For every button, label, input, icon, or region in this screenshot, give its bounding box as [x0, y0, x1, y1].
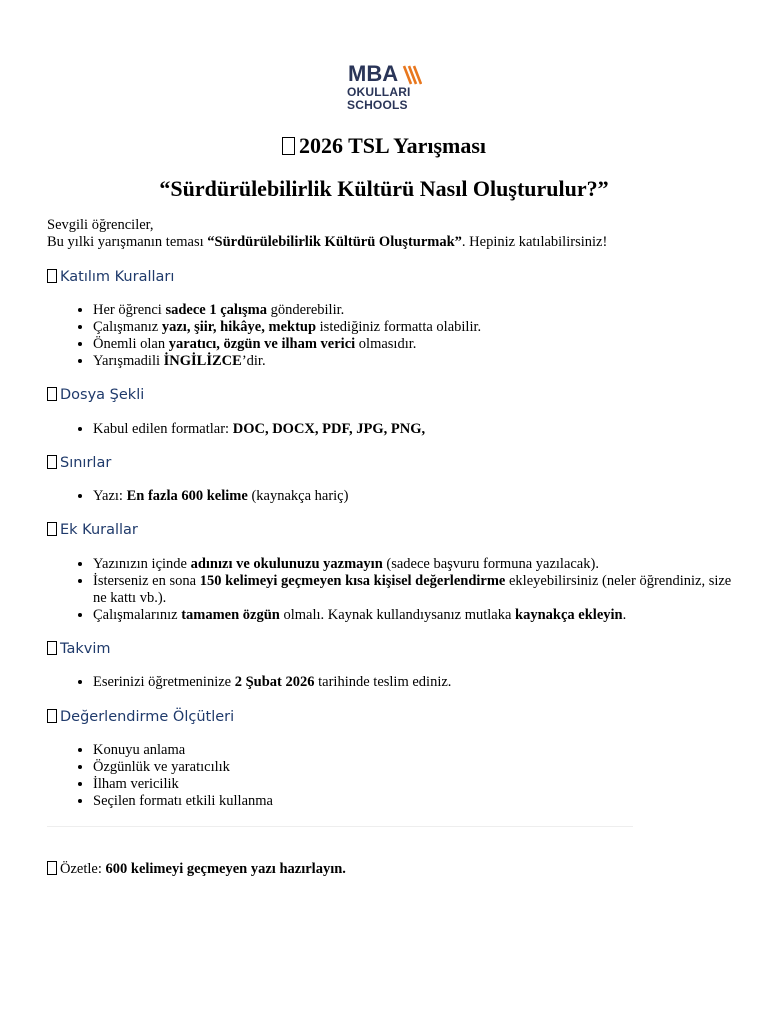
- summary-line: [47, 861, 346, 878]
- list-item: • Yazı: En fazla 600 kelime (kaynakça hariç): [93, 488, 733, 505]
- list-item: • Seçilen formatı etkili kullanma: [93, 793, 733, 810]
- section-heading-takvim-text: Takvim: [60, 641, 111, 657]
- section-heading-takvim: [47, 640, 110, 658]
- intro-theme-bold: “Sürdürülebilirlik Kültürü Oluşturmak”: [207, 234, 462, 250]
- calendar-icon: [47, 641, 57, 655]
- list-degerlendirme: [47, 742, 733, 810]
- evaluation-icon: [47, 709, 57, 723]
- list-dosya: [47, 421, 733, 438]
- section-heading-dosya-text: Dosya Şekli: [60, 387, 145, 403]
- intro-theme-line: [47, 234, 607, 251]
- list-katilim: [47, 302, 733, 370]
- limits-icon: [47, 455, 57, 469]
- list-ek: [47, 556, 733, 624]
- rules-icon: [47, 269, 57, 283]
- section-heading-katilim: [47, 268, 174, 286]
- list-takvim: [47, 674, 733, 691]
- trophy-icon: [282, 137, 295, 155]
- list-item: • İsterseniz en sona 150 kelimeyi geçmeyen kısa kişisel değerlendirme ekleyebilirsiniz (neler öğrendiniz, size ne kattı vb.).: [93, 573, 733, 607]
- intro-paragraph: [47, 217, 607, 251]
- section-heading-sinirlar-text: Sınırlar: [60, 455, 112, 471]
- intro-theme-pre: Bu yılki yarışmanın teması: [47, 234, 208, 250]
- page-title: [0, 133, 768, 159]
- list-sinirlar: [47, 488, 733, 505]
- list-item: • Kabul edilen formatlar: DOC, DOCX, PDF, JPG, PNG,: [93, 421, 733, 438]
- logo-mba-text: MBA: [348, 61, 399, 86]
- list-item: • Çalışmalarınız tamamen özgün olmalı. Kaynak kullandıysanız mutlaka kaynakça ekleyin.: [93, 607, 733, 624]
- mba-logo: [346, 62, 426, 114]
- pin-icon: [47, 861, 57, 875]
- section-heading-ek: [47, 521, 138, 539]
- list-item: • Önemli olan yaratıcı, özgün ve ilham verici olmasıdır.: [93, 336, 733, 353]
- logo-slashes-icon: [402, 65, 422, 85]
- list-item: • Konuyu anlama: [93, 742, 733, 759]
- section-heading-dosya: [47, 386, 144, 404]
- intro-greeting: Sevgili öğrenciler,: [47, 217, 154, 233]
- logo-okullari-text: OKULLARI: [347, 85, 411, 99]
- section-heading-degerlendirme-text: Değerlendirme Ölçütleri: [60, 709, 235, 725]
- summary-pre: Özetle:: [60, 861, 106, 877]
- list-item: • Her öğrenci sadece 1 çalışma gönderebilir.: [93, 302, 733, 319]
- list-item: • Eserinizi öğretmeninize 2 Şubat 2026 tarihinde teslim ediniz.: [93, 674, 733, 691]
- page-title-text: 2026 TSL Yarışması: [298, 133, 487, 158]
- extra-rules-icon: [47, 522, 57, 536]
- divider: [47, 826, 633, 827]
- summary-bold: 600 kelimeyi geçmeyen yazı hazırlayın.: [105, 861, 346, 877]
- logo-schools-text: SCHOOLS: [347, 98, 408, 112]
- list-item: • Yazınızın içinde adınızı ve okulunuzu yazmayın (sadece başvuru formuna yazılacak).: [93, 556, 733, 573]
- list-item: • Özgünlük ve yaratıcılık: [93, 759, 733, 776]
- section-heading-degerlendirme: [47, 708, 234, 726]
- intro-theme-post: . Hepiniz katılabilirsiniz!: [461, 234, 608, 250]
- page-subtitle: “Sürdürülebilirlik Kültürü Nasıl Oluşturulur?”: [159, 176, 609, 201]
- list-item: • Yarışmadili İNGİLİZCE’dir.: [93, 353, 733, 370]
- section-heading-ek-text: Ek Kurallar: [60, 522, 138, 538]
- file-icon: [47, 387, 57, 401]
- section-heading-katilim-text: Katılım Kuralları: [60, 269, 175, 285]
- list-item: • İlham vericilik: [93, 776, 733, 793]
- list-item: • Çalışmanız yazı, şiir, hikâye, mektup istediğiniz formatta olabilir.: [93, 319, 733, 336]
- section-heading-sinirlar: [47, 454, 111, 472]
